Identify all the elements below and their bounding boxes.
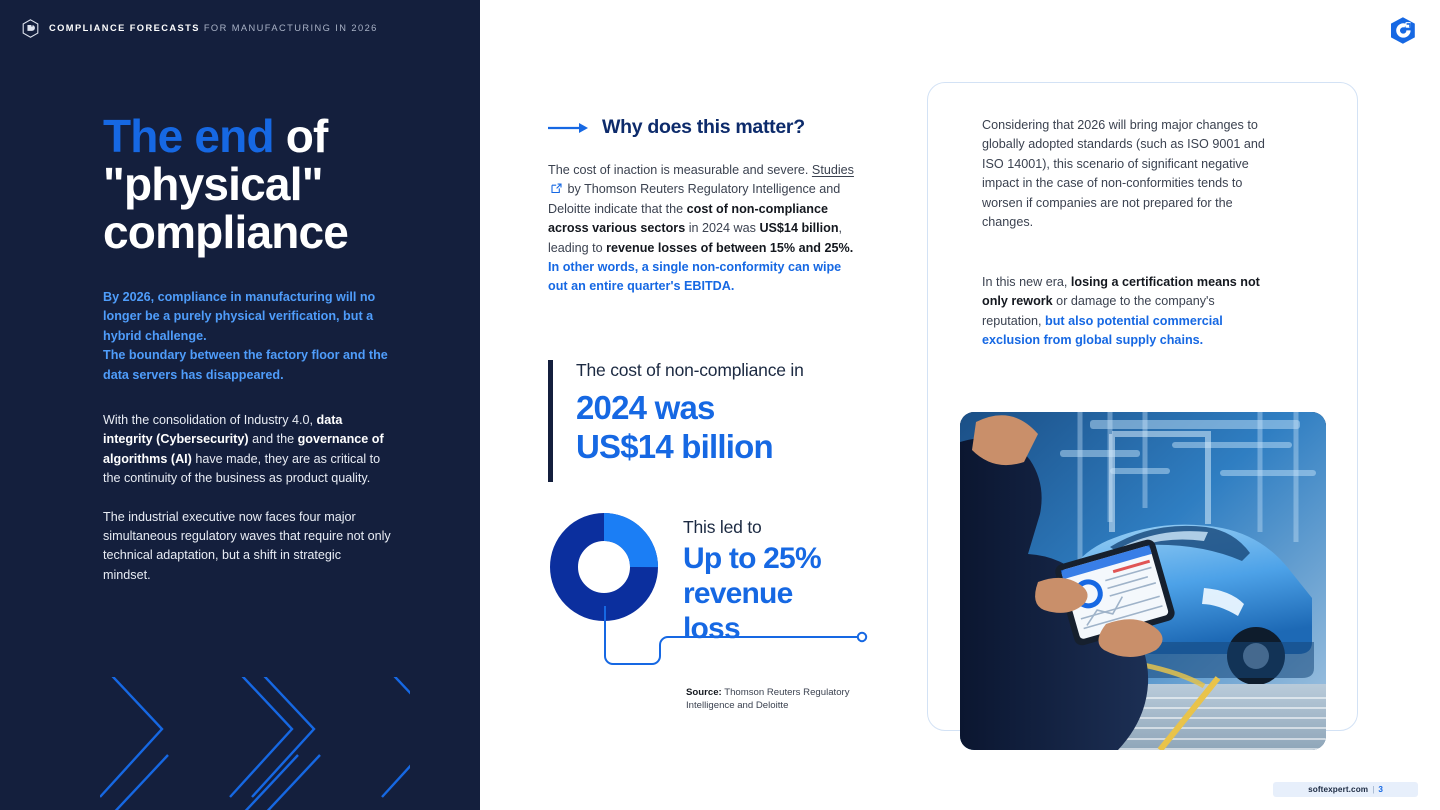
footer-site[interactable]: softexpert.com: [1308, 785, 1369, 794]
why-body-highlight: In other words, a single non-conformity can wipe out an entire quarter's EBITDA.: [548, 260, 842, 294]
why-body-bold-1: cost of non-compliance across various sectors: [548, 201, 828, 236]
led-to-value-l2: revenue: [683, 577, 793, 610]
stat-accent-rule: [548, 360, 553, 482]
cost-stat-value-l1: 2024 was: [576, 389, 715, 426]
cost-stat-value-l2: US$14 billion: [576, 428, 773, 465]
hero-lead-line1: By 2026, compliance in manufacturing will no longer be a purely physical verification, but a hybrid challenge.: [103, 290, 376, 343]
factory-worker-photo: [960, 412, 1326, 750]
right-p2-b: or damage to the company's reputation,: [982, 294, 1215, 328]
chart-source: [686, 687, 886, 712]
hero-p1-d: have made, they are as critical to the continuity of the business as product quality.: [103, 451, 381, 486]
right-p2-a: In this new era,: [982, 275, 1071, 289]
hero-p1-bold-1: data integrity (Cybersecurity): [103, 413, 343, 447]
chart-source-text: Thomson Reuters Regulatory Intelligence and Deloitte: [686, 687, 850, 711]
photo-illustration: [960, 412, 1326, 750]
brand-title: [49, 24, 378, 33]
chart-source-label: Source:: [686, 687, 722, 698]
page-title: [103, 112, 433, 256]
hero-p1-c: and the: [248, 432, 298, 447]
footer-page-number: 3: [1378, 785, 1383, 794]
page-title-line3: compliance: [103, 206, 349, 258]
right-paragraph-1: Considering that 2026 will bring major changes to globally adopted standards (such as ISO 9001 and ISO 14001), this scenario of significant negative impact in the case of non-conformities tends to worsen if companies are not prepared for the changes.: [982, 118, 1265, 230]
external-link-icon[interactable]: [551, 183, 562, 194]
footer-separator: |: [1372, 785, 1375, 794]
studies-link[interactable]: Studies: [811, 163, 854, 177]
why-body-b: by Thomson Reuters Regulatory Intelligence and Deloitte indicate that the: [548, 182, 841, 216]
led-to-value-l1: Up to 25%: [683, 542, 821, 575]
led-to-kicker: This led to: [683, 517, 762, 537]
middle-column: [548, 0, 888, 810]
hero-p1-bold-2: governance of algorithms (AI): [103, 432, 384, 466]
hero-p1-a: With the consolidation of Industry 4.0,: [103, 413, 317, 427]
hero-paragraph-2: The industrial executive now faces four major simultaneous regulatory waves that require not only technical adaptation, but a shift in strategic mindset.: [103, 509, 391, 582]
section-header: [548, 116, 805, 139]
cost-stat-value: [576, 388, 878, 466]
chevron-arrows-decoration: [100, 677, 410, 810]
why-body-a: The cost of inaction is measurable and severe.: [548, 163, 812, 177]
hero-body: [103, 411, 391, 585]
brand-title-bold: COMPLIANCE FORECASTS: [49, 22, 200, 33]
long-arrow-right-icon: [548, 121, 590, 135]
right-p2-bold: losing a certification means not only rework: [982, 275, 1260, 309]
page-title-accent: The end: [103, 110, 274, 162]
softexpert-hexagon-logo: [1388, 16, 1418, 45]
page-title-rest: of: [273, 110, 328, 162]
right-p2-highlight: but also potential commercial exclusion from global supply chains.: [982, 313, 1223, 348]
hero-paragraph-1: [103, 411, 391, 489]
brand-bar: [22, 19, 378, 38]
why-body-c: in 2024 was: [685, 221, 760, 236]
chart-connector-line: [588, 606, 878, 678]
section-body: [548, 161, 858, 297]
hexagon-doc-icon: [22, 19, 39, 38]
donut-chart: [550, 513, 658, 621]
why-body-d: , leading to: [548, 221, 843, 255]
cost-stat-kicker: The cost of non-compliance in: [576, 360, 804, 380]
footer-pill: [1273, 782, 1418, 797]
cost-stat-block: [548, 358, 878, 466]
page-title-line2: "physical": [103, 158, 323, 210]
hero-lead: [103, 288, 403, 385]
left-panel: [0, 0, 480, 810]
brand-title-rest: FOR MANUFACTURING IN 2026: [199, 22, 378, 33]
right-paragraph-2: [982, 273, 1272, 351]
why-body-bold-2: US$14 billion: [759, 221, 839, 236]
hero-lead-line2: The boundary between the factory floor and the data servers has disappeared.: [103, 348, 388, 382]
led-to-value-l3: loss: [683, 612, 740, 645]
why-body-bold-3: revenue losses of between 15% and 25%.: [606, 240, 854, 255]
revenue-loss-chart: [550, 513, 890, 713]
section-title: Why does this matter?: [602, 116, 805, 138]
